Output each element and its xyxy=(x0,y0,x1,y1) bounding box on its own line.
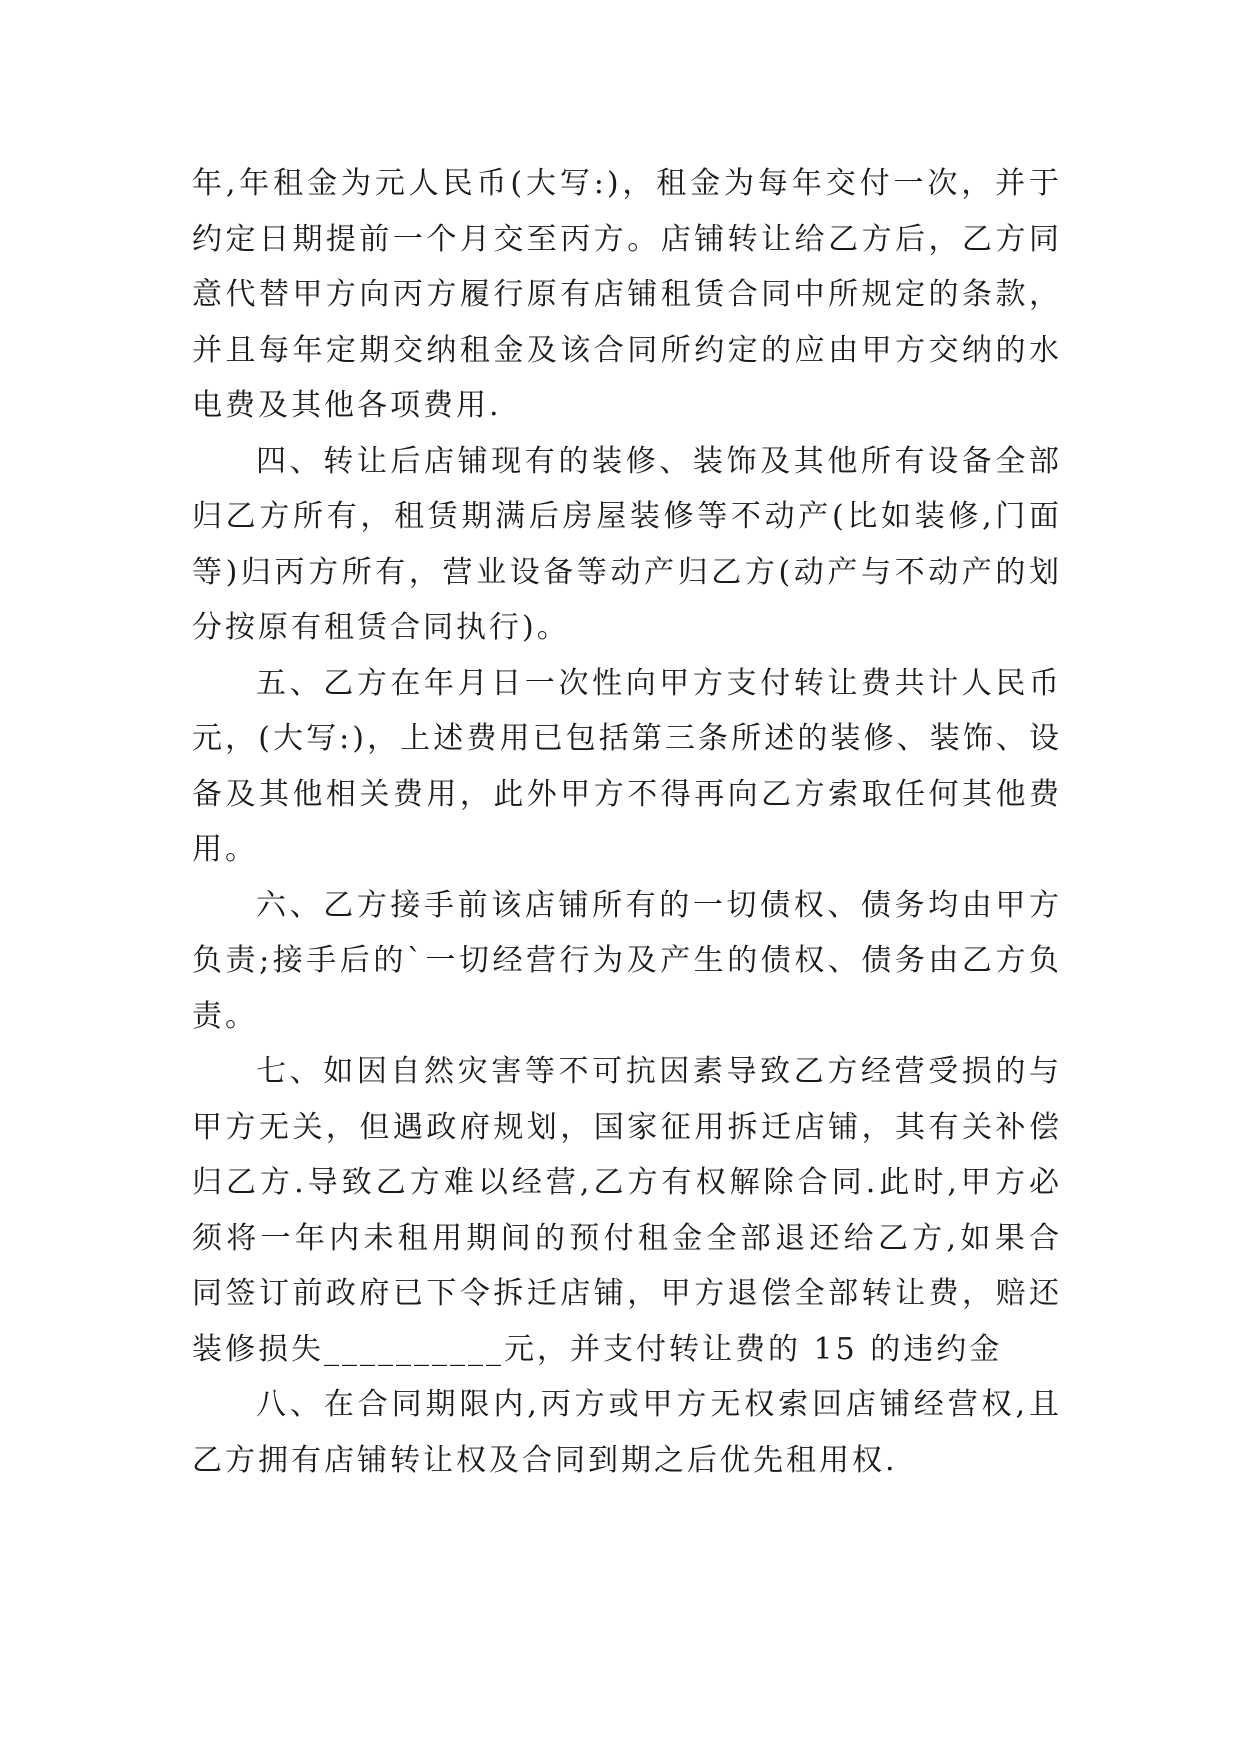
paragraph-clause-six: 六、乙方接手前该店铺所有的一切债权、债务均由甲方负责;接手后的`一切经营行为及产生的债权、债务由乙方负责。 xyxy=(192,887,1062,1034)
paragraph-rent-terms: 年,年租金为元人民币(大写:)，租金为每年交付一次，并于约定日期提前一个月交至丙方。店铺转让给乙方后，乙方同意代替甲方向丙方履行原有店铺租赁合同中所规定的条款，并且每年定期交纳租金及该合同所约定的应由甲方交纳的水电费及其他各项费用. xyxy=(192,166,1062,423)
paragraph-clause-five: 五、乙方在年月日一次性向甲方支付转让费共计人民币元，(大写:)，上述费用已包括第三条所述的装修、装饰、设备及其他相关费用，此外甲方不得再向乙方索取任何其他费用。 xyxy=(192,665,1062,867)
paragraph-clause-eight: 八、在合同期限内,丙方或甲方无权索回店铺经营权,且乙方拥有店铺转让权及合同到期之后优先租用权. xyxy=(192,1387,1062,1478)
paragraph-clause-four: 四、转让后店铺现有的装修、装饰及其他所有设备全部归乙方所有，租赁期满后房屋装修等不动产(比如装修,门面等)归丙方所有，营业设备等动产归乙方(动产与不动产的划分按原有租赁合同执行)。 xyxy=(192,443,1062,645)
document-body xyxy=(192,156,1062,1488)
paragraph-clause-seven: 七、如因自然灾害等不可抗因素导致乙方经营受损的与甲方无关，但遇政府规划，国家征用拆迁店铺，其有关补偿归乙方.导致乙方难以经营,乙方有权解除合同.此时,甲方必须将一年内未租用期间的预付租金全部退还给乙方,如果合同签订前政府已下令拆迁店铺，甲方退偿全部转让费，赔还装修损失__________元，并支付转让费的 15 的违约金 xyxy=(192,1054,1062,1367)
